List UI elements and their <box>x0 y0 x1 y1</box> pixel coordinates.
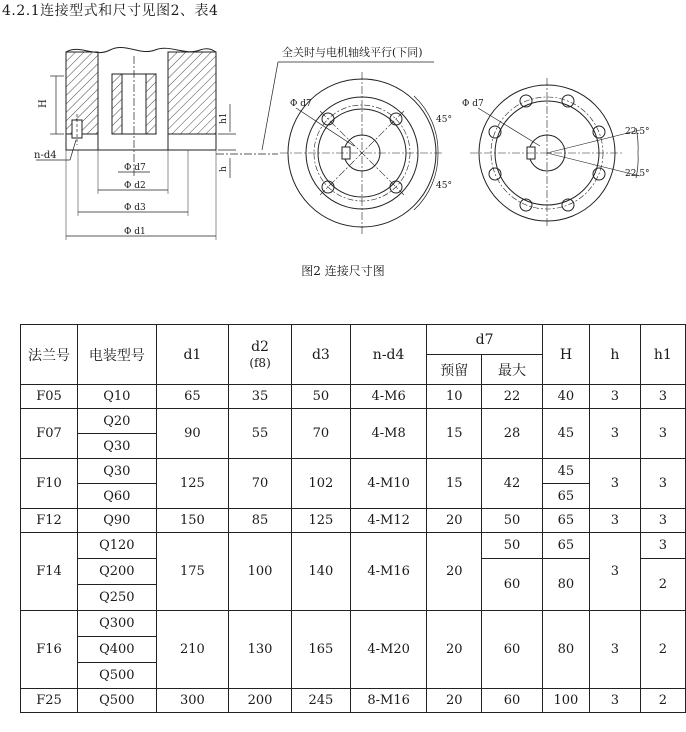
cell-d2: 200 <box>229 689 292 713</box>
cell-nd4: 4-M10 <box>350 459 427 509</box>
spec-table <box>20 324 686 713</box>
cell-model: Q60 <box>78 484 157 509</box>
cell-h1: 2 <box>640 611 685 689</box>
dim-h1-label: h1 <box>219 112 229 124</box>
section-view <box>36 47 278 240</box>
cell-d7-pre: 20 <box>427 689 482 713</box>
cell-flange: F10 <box>21 459 78 509</box>
view2-angle-bottom: 22.5° <box>625 169 650 179</box>
dim-d7-label: Φ d7 <box>124 163 146 173</box>
cell-nd4: 4-M16 <box>350 533 427 611</box>
cell-nd4: 4-M12 <box>350 509 427 533</box>
cell-model: Q200 <box>78 559 157 585</box>
figure-caption: 图2 连接尺寸图 <box>301 264 385 278</box>
cell-d7-max: 50 <box>482 509 543 533</box>
cell-d7-pre: 15 <box>427 409 482 459</box>
cell-H: 65 <box>542 533 589 559</box>
cell-d2: 55 <box>229 409 292 459</box>
cell-H: 80 <box>542 559 589 611</box>
header-d2-sub: (f8) <box>249 355 271 370</box>
cell-d1: 175 <box>156 533 228 611</box>
header-model: 电装型号 <box>78 325 157 385</box>
dim-d1-label: Φ d1 <box>124 227 146 237</box>
cell-d2: 35 <box>229 385 292 409</box>
cell-h1: 3 <box>640 509 685 533</box>
cell-d7-max: 50 <box>482 533 543 559</box>
cell-H: 45 <box>542 459 589 484</box>
cell-h1: 3 <box>640 385 685 409</box>
header-h1: h1 <box>640 325 685 385</box>
cell-h1: 3 <box>640 409 685 459</box>
cell-d1: 150 <box>156 509 228 533</box>
cell-d3: 165 <box>291 611 350 689</box>
section-heading: 4.2.1连接型式和尺寸见图2、表4 <box>2 3 219 19</box>
cell-model: Q300 <box>78 611 157 637</box>
cell-model: Q20 <box>78 409 157 434</box>
view2-d7-label: Φ d7 <box>462 99 484 109</box>
cell-flange: F16 <box>21 611 78 689</box>
cell-model: Q250 <box>78 585 157 611</box>
table-row <box>21 689 686 713</box>
cell-H: 40 <box>542 385 589 409</box>
cell-d3: 102 <box>291 459 350 509</box>
cell-H: 65 <box>542 509 589 533</box>
cell-d3: 50 <box>291 385 350 409</box>
cell-h: 3 <box>590 409 641 459</box>
header-nd4: n-d4 <box>350 325 427 385</box>
cell-H: 65 <box>542 484 589 509</box>
cell-d3: 140 <box>291 533 350 611</box>
dim-d3-label: Φ d3 <box>124 203 146 213</box>
table-row <box>21 533 686 559</box>
cell-flange: F25 <box>21 689 78 713</box>
cell-flange: F12 <box>21 509 78 533</box>
table-row <box>21 409 686 434</box>
dim-H-label: H <box>38 99 49 108</box>
figure-note: 全关时与电机轴线平行(下同) <box>282 46 423 59</box>
cell-d7-pre: 20 <box>427 611 482 689</box>
dim-d2-label: Φ d2 <box>124 181 146 191</box>
cell-d7-pre: 20 <box>427 509 482 533</box>
cell-model: Q10 <box>78 385 157 409</box>
cell-h1: 3 <box>640 533 685 559</box>
table-row <box>21 611 686 637</box>
cell-d7-pre: 10 <box>427 385 482 409</box>
header-d7-max: 最大 <box>482 355 543 385</box>
cell-h1: 2 <box>640 559 685 611</box>
cell-model: Q120 <box>78 533 157 559</box>
dim-h-label: h <box>219 166 229 172</box>
cell-model: Q500 <box>78 689 157 713</box>
cell-flange: F05 <box>21 385 78 409</box>
cell-d7-pre: 15 <box>427 459 482 509</box>
cell-h1: 2 <box>640 689 685 713</box>
header-d3: d3 <box>291 325 350 385</box>
cell-d7-max: 60 <box>482 689 543 713</box>
cell-model: Q30 <box>78 434 157 459</box>
header-h: h <box>590 325 641 385</box>
cell-h: 3 <box>590 533 641 611</box>
cell-nd4: 4-M8 <box>350 409 427 459</box>
cell-model: Q90 <box>78 509 157 533</box>
cell-d7-max: 60 <box>482 611 543 689</box>
cell-h1: 3 <box>640 459 685 509</box>
flange-view-4-hole <box>280 72 444 234</box>
cell-H: 45 <box>542 409 589 459</box>
header-d1: d1 <box>156 325 228 385</box>
table-row <box>21 385 686 409</box>
cell-d7-max: 42 <box>482 459 543 509</box>
header-d2 <box>229 325 292 385</box>
cell-flange: F14 <box>21 533 78 611</box>
cell-d7-max: 28 <box>482 409 543 459</box>
cell-H: 80 <box>542 611 589 689</box>
cell-nd4: 4-M20 <box>350 611 427 689</box>
view1-angle-bottom: 45° <box>436 181 452 191</box>
cell-nd4: 4-M6 <box>350 385 427 409</box>
cell-d7-max: 60 <box>482 559 543 611</box>
cell-d2: 85 <box>229 509 292 533</box>
cell-nd4: 8-M16 <box>350 689 427 713</box>
dim-nd4-label: n-d4 <box>34 150 57 161</box>
cell-d1: 90 <box>156 409 228 459</box>
header-row <box>21 325 686 355</box>
view1-angle-top: 45° <box>436 115 452 125</box>
cell-d2: 130 <box>229 611 292 689</box>
header-H: H <box>542 325 589 385</box>
view2-angle-top: 22.5° <box>625 127 650 137</box>
cell-flange: F07 <box>21 409 78 459</box>
cell-h: 3 <box>590 509 641 533</box>
cell-d2: 70 <box>229 459 292 509</box>
cell-d1: 210 <box>156 611 228 689</box>
cell-h: 3 <box>590 459 641 509</box>
cell-d3: 245 <box>291 689 350 713</box>
cell-model: Q30 <box>78 459 157 484</box>
header-d7: d7 <box>427 325 542 355</box>
view1-d7-label: Φ d7 <box>290 99 312 109</box>
table-row <box>21 459 686 484</box>
cell-h: 3 <box>590 611 641 689</box>
cell-model: Q400 <box>78 637 157 663</box>
flange-view-8-hole <box>470 78 640 228</box>
cell-d1: 300 <box>156 689 228 713</box>
cell-d1: 125 <box>156 459 228 509</box>
cell-d2: 100 <box>229 533 292 611</box>
cell-h: 3 <box>590 689 641 713</box>
cell-d3: 70 <box>291 409 350 459</box>
header-d7-pre: 预留 <box>427 355 482 385</box>
cell-d7-pre: 20 <box>427 533 482 611</box>
cell-d7-max: 22 <box>482 385 543 409</box>
connection-dimension-drawing <box>0 0 686 262</box>
table-row <box>21 509 686 533</box>
cell-d1: 65 <box>156 385 228 409</box>
cell-model: Q500 <box>78 663 157 689</box>
header-flange: 法兰号 <box>21 325 78 385</box>
header-d2-main: d2 <box>251 338 269 355</box>
cell-d3: 125 <box>291 509 350 533</box>
cell-h: 3 <box>590 385 641 409</box>
cell-H: 100 <box>542 689 589 713</box>
